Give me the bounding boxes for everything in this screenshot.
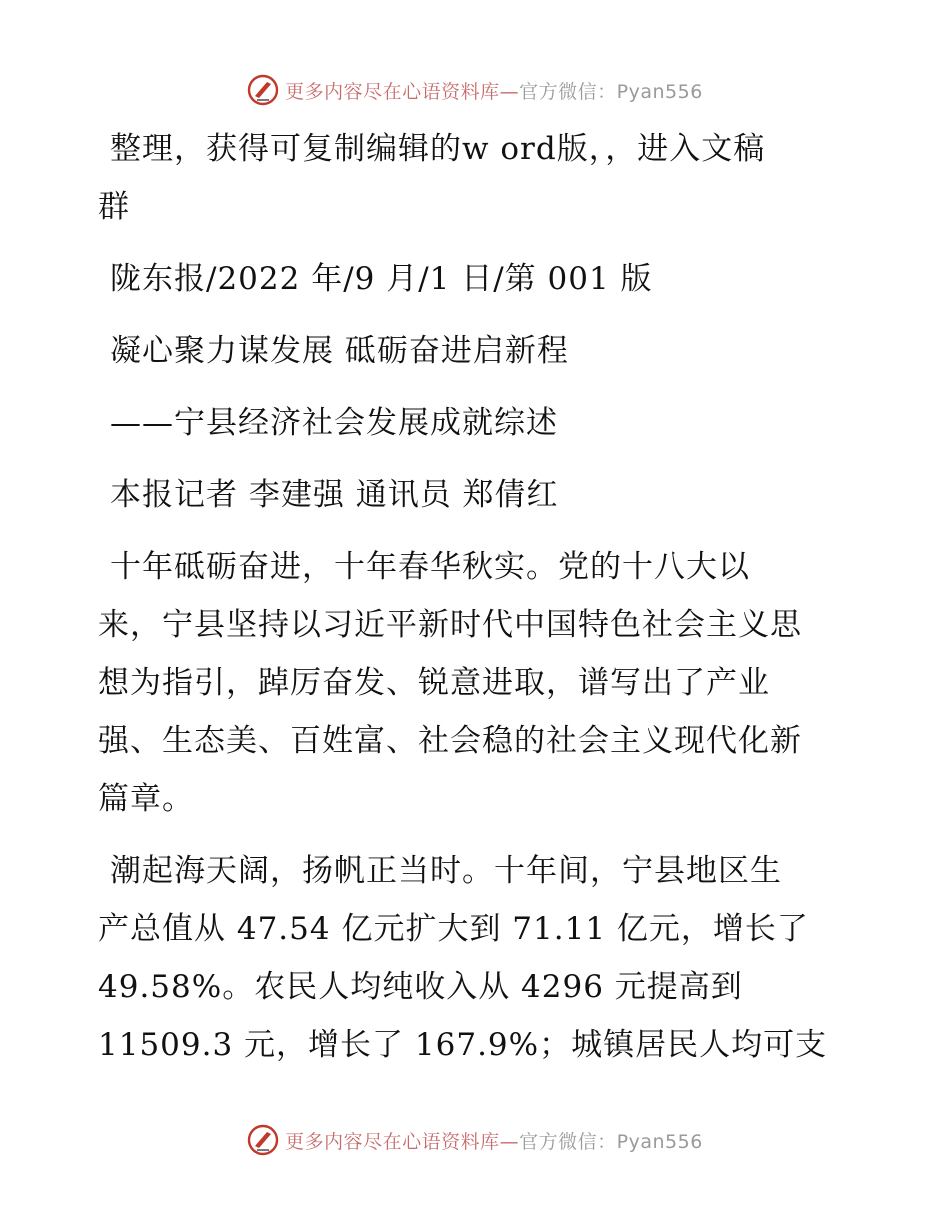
- text-line: 十年砥砺奋进，十年春华秋实。党的十八大以: [110, 549, 750, 585]
- text-line: 来，宁县坚持以习近平新时代中国特色社会主义思: [98, 607, 802, 643]
- text-line: 产总值从 47.54 亿元扩大到 71.11 亿元，增长了: [98, 911, 809, 947]
- text-line: 篇章。: [98, 781, 194, 817]
- intro-paragraph: [98, 120, 858, 236]
- watermark-text: 更多内容尽在心语资料库—: [285, 1130, 520, 1153]
- body-paragraph: [98, 538, 858, 828]
- text-line: 本报记者 李建强 通讯员 郑倩红: [110, 477, 559, 513]
- text-line: 陇东报/2022 年/9 月/1 日/第 001 版: [110, 261, 653, 297]
- source-line: [98, 250, 858, 308]
- quill-logo-icon: [247, 1124, 279, 1156]
- byline: [98, 466, 858, 524]
- quill-logo-icon: [247, 74, 279, 106]
- watermark-banner-top: [0, 70, 950, 110]
- text-line: ——宁县经济社会发展成就综述: [110, 405, 558, 441]
- text-line: 强、生态美、百姓富、社会稳的社会主义现代化新: [98, 723, 802, 759]
- text-line: 49.58%。农民人均纯收入从 4296 元提高到: [98, 969, 743, 1005]
- text-line: 想为指引，踔厉奋发、锐意进取，谱写出了产业: [98, 665, 770, 701]
- document-body: [98, 120, 858, 1088]
- text-line: 11509.3 元，增长了 167.9%；城镇居民人均可支: [98, 1027, 828, 1063]
- text-line: 群: [98, 189, 130, 225]
- article-title: [98, 322, 858, 380]
- watermark-banner-bottom: [0, 1120, 950, 1160]
- watermark-wechat: 官方微信：Pyan556: [519, 80, 703, 103]
- text-line: 潮起海天阔，扬帆正当时。十年间，宁县地区生: [110, 853, 782, 889]
- watermark-wechat: 官方微信：Pyan556: [519, 1130, 703, 1153]
- body-paragraph: [98, 842, 858, 1074]
- article-subtitle: [98, 394, 858, 452]
- text-line: 整理，获得可复制编辑的w ord版，，进入文稿: [110, 131, 766, 167]
- text-line: 凝心聚力谋发展 砥砺奋进启新程: [110, 333, 569, 369]
- watermark-text: 更多内容尽在心语资料库—: [285, 80, 520, 103]
